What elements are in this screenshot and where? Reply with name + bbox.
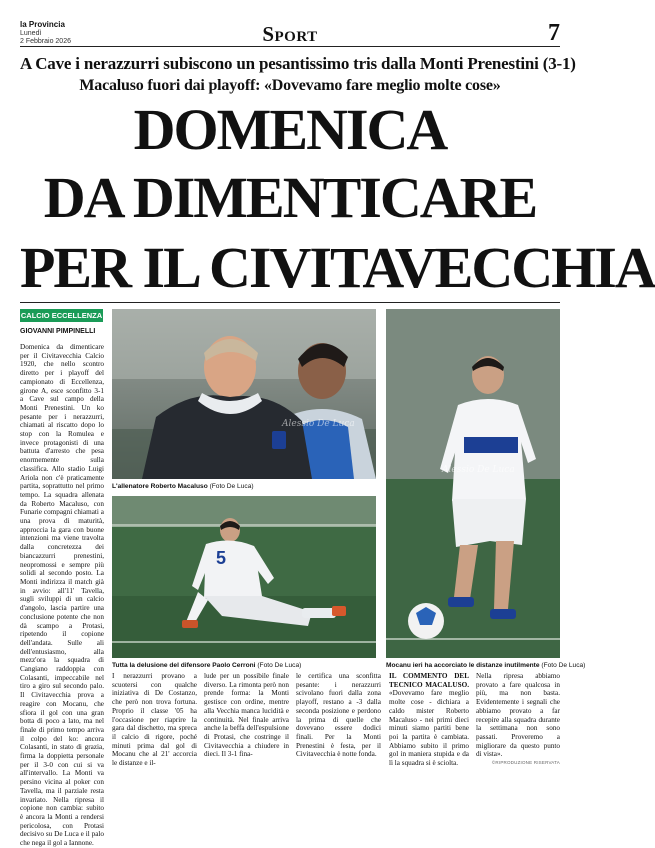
photo-mocanu [386, 309, 560, 658]
caption-coach [112, 483, 254, 490]
article-column-3: lude per un possibile finale diverso. La rimonta però non prende forma: la Monti gestisce con ordine, mentre alla Vecchia manca lucidità e continuità. Nel finale arriva anche la beffa dell'espulsione di Protasi, che costringe il Civitavecchia a chiudere in dieci. Il 3-1 fina- [204, 672, 289, 759]
masthead [20, 20, 560, 47]
interview-subhead: IL COMMENTO DEL TECNICO MACALUSO. [389, 672, 469, 689]
category-tag: CALCIO ECCELLENZA [20, 311, 103, 320]
caption-mocanu-text: Mocanu ieri ha accorciato le distanze inutilmente [386, 662, 540, 669]
caption-mocanu-credit: (Foto De Luca) [541, 662, 586, 669]
article-column-5 [389, 672, 469, 768]
photo-coach [112, 309, 376, 479]
caption-coach-text: L'allenatore Roberto Macaluso [112, 483, 208, 490]
photo-watermark-2: Alessio De Luca [442, 465, 515, 475]
headline-line-2: DA DIMENTICARE [43, 165, 537, 230]
headline-divider [20, 302, 560, 303]
page-number: 7 [548, 20, 560, 46]
photo-defender [112, 496, 376, 658]
newspaper-name: la Provincia [20, 20, 65, 29]
caption-defender-credit: (Foto De Luca) [257, 662, 302, 669]
issue-day: Lunedì [20, 30, 42, 37]
caption-mocanu [386, 662, 585, 669]
byline: GIOVANNI PIMPINELLI [20, 328, 96, 335]
caption-defender [112, 662, 301, 669]
jersey-number: 5 [216, 548, 227, 568]
photo-watermark: Alessio De Luca [282, 419, 355, 429]
caption-defender-text: Tutta la delusione del difensore Paolo Cerroni [112, 662, 256, 669]
issue-date: 2 Febbraio 2026 [20, 38, 71, 45]
headline-line-1: DOMENICA [133, 97, 447, 162]
interview-text: «Dovevamo fare meglio molte cose - dichiara a caldo mister Roberto Macaluso - nei primi dieci minuti siamo partiti bene poi la partita è cambiata. Abbiamo subito il primo gol in maniera stupida e da lì la squadra si è sciolta. [389, 689, 469, 768]
coach-illustration [112, 309, 376, 479]
copyright-note: ©RIPRODUZIONE RISERVATA [491, 760, 560, 765]
kicker-line-2: Macaluso fuori dai playoff: «Dovevamo fare meglio molte cose» [79, 77, 501, 94]
defender-illustration [112, 496, 376, 658]
article-column-2: I nerazzurri provano a scuotersi con qualche iniziativa di De Costanzo, che però non trova fortuna. Proprio il classe '05 ha l'occasione per riaprire la gara dal dischetto, ma spreca il calcio di rigore, poché minuti prima dal gol di Mocanu che al 21' accorcia le distanze e il- [112, 672, 197, 768]
caption-coach-credit: (Foto De Luca) [209, 483, 254, 490]
kicker-line-1: A Cave i nerazzurri subiscono un pesantissimo tris dalla Monti Prenestini (3-1) [20, 54, 576, 73]
article-column-6: Nella ripresa abbiamo provato a fare qualcosa in più, ma non basta. Evidentemente i segnali che abbiamo provato a far recepire alla squadra durante la settimana non sono passati. Proveremo a migliorare da questo punto di vista». [476, 672, 560, 759]
headline-line-3: PER IL CIVITAVECCHIA [20, 235, 655, 300]
mocanu-illustration [386, 309, 560, 658]
article-column-1: Domenica da dimenticare per il Civitavecchia Calcio 1920, che nello scontro diretto per i playoff del campionato di Eccellenza, girone A, esce sconfitto 3-1 a Cave sul campo della Monti Prenestini. Un ko pesante per i nerazzurri, chiamati al riscatto dopo lo stop con la Romulea e invece protagonisti di una battuta d'arresto che pesa enormemente sulla classifica. Allo stadio Luigi Ariola non c'è praticamente partita, soprattutto nel primo tempo. La squadra allenata da Roberto Macaluso, con Funarie compagni chiamati a una prova di maturità, approccia la gara con buone intenzioni ma viene travolta dalla concretezza dei biancazzurri prenestini, neopromossi e sempre più solidi al secondo posto. La Monti indirizza il match già in avvio: all'11' Tavella, sugli sviluppi di un calcio d'angolo, lascia partire una conclusione potente che non dà scampo a Protasi, ripetendo il copione dell'andata. Sulle ali dell'entusiasmo, alla mezz'ora la squadra di Cangiano raddoppia con Colasanti, impeccabile nel tiro a giro sul secondo palo. Il Civitavecchia prova a reagire con Mocanu, che sfiora il gol con una gran botta di poco a lato, ma nel finale di primo tempo arriva il colpo del ko: ancora Colasanti, in stato di grazia, firma la doppietta personale per il 3-0 con cui si va all'intervallo. La Monti va persino vicina al poker con Tavella, ma il parziale resta invariato. Nella ripresa il copione non cambia: subito è ancora la Monti a rendersi pericolosa, con Protasi decisivo su De Luca e il palo che nega il gol a Iannone. [20, 343, 104, 848]
article-column-4: le certifica una sconfitta pesante: i nerazzurri scivolano fuori dalla zona playoff, restano a -3 dalla seconda posizione e perdono la prima di quelle che dovevano essere dodici finali. Per la Monti Prenestini è festa, per il Civitavecchia è notte fonda. [296, 672, 381, 759]
section-title: Sport [262, 22, 318, 46]
